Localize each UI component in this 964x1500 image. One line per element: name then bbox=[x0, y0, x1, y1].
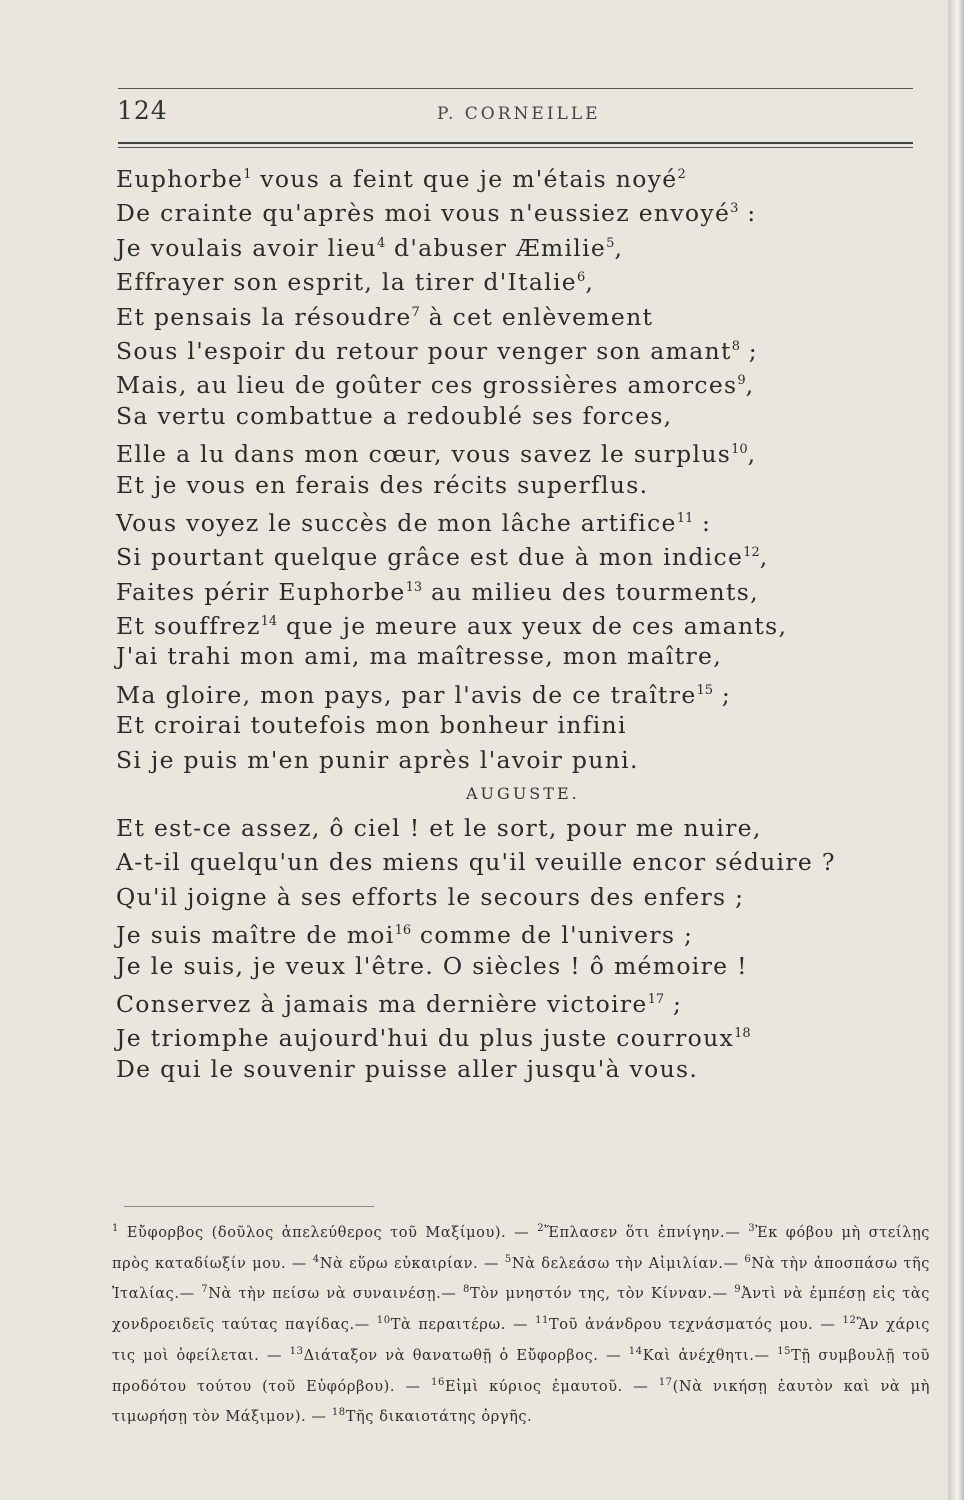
verse-text: ; bbox=[664, 989, 683, 1018]
verse-line bbox=[116, 158, 916, 192]
verse-text: Effrayer son esprit, la tirer d'Italie bbox=[116, 268, 578, 297]
footnote-number: 14 bbox=[628, 1345, 643, 1357]
verse-line bbox=[116, 880, 916, 914]
footnote-text: Εἰμὶ κύριος ἐμαυτοῦ. — bbox=[444, 1378, 659, 1395]
verse-line bbox=[116, 296, 916, 330]
verse-text: Et est-ce assez, ô ciel ! et le sort, pour me nuire, bbox=[116, 814, 762, 843]
footnote-text: Νὰ τὴν ἀποσπάσω τῆς Ἰταλίας.— bbox=[112, 1255, 930, 1303]
running-title: P. CORNEILLE bbox=[437, 104, 601, 124]
verse-text: Vous voyez le succès de mon lâche artifice bbox=[116, 508, 677, 537]
footnote-marker: 2 bbox=[677, 167, 686, 182]
verse-text: Je le suis, je veux l'être. O siècles ! ô mémoire ! bbox=[116, 951, 748, 980]
footnote-marker: 17 bbox=[647, 991, 665, 1007]
footnote-number: 9 bbox=[734, 1284, 742, 1296]
page-number: 124 bbox=[117, 96, 168, 125]
verse-text: Faites périr Euphorbe bbox=[116, 577, 406, 606]
footnote-text: Νὰ τὴν πείσω νὰ συναινέσῃ.— bbox=[208, 1286, 463, 1303]
footnote-number: 13 bbox=[289, 1345, 304, 1357]
verse-line bbox=[116, 571, 916, 605]
verse-text: Je suis maître de moi bbox=[116, 921, 395, 950]
speaker-name: AUGUSTE. bbox=[466, 784, 580, 804]
verse-text: Si je puis m'en punir après l'avoir puni. bbox=[116, 745, 639, 774]
footnote-marker: 8 bbox=[731, 338, 740, 354]
footnote-text: Εὔφορβος (δοῦλος ἀπελεύθερος τοῦ Μαξίμου). — bbox=[118, 1225, 538, 1241]
footnote-number: 2 bbox=[537, 1223, 545, 1234]
verse-text: J'ai trahi mon ami, ma maîtresse, mon maître, bbox=[116, 642, 722, 671]
verse-text: , bbox=[745, 371, 755, 400]
verse-text: , bbox=[585, 268, 595, 297]
verse-line bbox=[116, 1052, 916, 1086]
verse-line bbox=[116, 468, 916, 502]
footnote-text: Νὰ δελεάσω τὴν Αἰμιλίαν.— bbox=[511, 1255, 745, 1272]
verse-line bbox=[116, 502, 916, 536]
footnote-text: Διάταξον νὰ θανατωθῇ ὁ Εὔφορβος. — bbox=[303, 1347, 629, 1364]
verse-text: vous a feint que je m'étais noyé bbox=[251, 165, 678, 193]
verse-text: au milieu des tourments, bbox=[422, 577, 759, 606]
verse-line bbox=[116, 330, 916, 364]
verse-line bbox=[116, 1017, 916, 1051]
verse-text: Ma gloire, mon pays, par l'avis de ce traître bbox=[116, 680, 697, 709]
verse-text: Qu'il joigne à ses efforts le secours des enfers ; bbox=[116, 882, 745, 911]
footnote-text: Καὶ ἀνέχθητι.— bbox=[642, 1347, 778, 1364]
verse-line bbox=[116, 364, 916, 398]
verse-text: Je voulais avoir lieu bbox=[116, 233, 377, 262]
footnote-marker: 3 bbox=[730, 201, 739, 217]
verse-text: comme de l'univers ; bbox=[411, 921, 694, 950]
verse-text: De qui le souvenir puisse aller jusqu'à vous. bbox=[116, 1054, 699, 1083]
footnote-text: Ἐκ φόβου μὴ στείλῃς πρὸς καταδίωξίν μου. — bbox=[112, 1225, 930, 1272]
verse-text: Sa vertu combattue a redoublé ses forces, bbox=[116, 401, 673, 430]
footnote-text: (Νὰ νικήσῃ ἑαυτὸν καὶ νὰ μὴ τιμωρήσῃ τὸν Μάξιμον). — bbox=[112, 1378, 930, 1426]
verse-text: Et pensais la résoudre bbox=[116, 302, 412, 331]
verse-text: Si pourtant quelque grâce est due à mon indice bbox=[116, 543, 744, 572]
footnote-number: 8 bbox=[462, 1284, 470, 1296]
footnote-marker: 4 bbox=[376, 235, 386, 251]
footnote-text: Τῇ συμβουλῇ τοῦ προδότου τούτου (τοῦ Εὐφόρβου). — bbox=[112, 1347, 930, 1395]
footnote-marker: 18 bbox=[734, 1026, 751, 1042]
footnote-text: Τοῦ ἀνάνδρου τεχνάσματός μου. — bbox=[549, 1317, 843, 1334]
verse-line bbox=[116, 639, 916, 673]
footnote-marker: 5 bbox=[606, 235, 615, 251]
verse-block bbox=[116, 158, 916, 1086]
verse-text: à cet enlèvement bbox=[419, 302, 654, 331]
verse-text: De crainte qu'après moi vous n'eussiez envoyé bbox=[116, 199, 731, 228]
footnote-marker: 1 bbox=[243, 167, 252, 182]
footnote-number: 12 bbox=[842, 1315, 857, 1327]
verse-line bbox=[116, 708, 916, 742]
verse-line bbox=[116, 605, 916, 639]
speech-auguste bbox=[116, 811, 916, 1086]
verse-text: Et souffrez bbox=[116, 612, 261, 641]
verse-line bbox=[116, 949, 916, 983]
verse-text: Elle a lu dans mon cœur, vous savez le surplus bbox=[116, 440, 732, 469]
header-rule-top bbox=[118, 88, 913, 89]
footnote-number: 16 bbox=[431, 1376, 445, 1388]
verse-line bbox=[116, 914, 916, 948]
footnote-number: 11 bbox=[535, 1315, 550, 1327]
footnote-number: 10 bbox=[376, 1315, 391, 1327]
verse-text: ; bbox=[713, 680, 732, 709]
footnote-number: 5 bbox=[504, 1253, 512, 1265]
verse-text: Mais, au lieu de goûter ces grossières amorces bbox=[116, 371, 738, 400]
footnote-marker: 11 bbox=[676, 510, 694, 526]
verse-line bbox=[116, 399, 916, 433]
verse-text: : bbox=[693, 508, 712, 537]
verse-text: : bbox=[738, 199, 757, 228]
verse-line bbox=[116, 811, 916, 845]
footnote-marker: 14 bbox=[260, 614, 278, 630]
footnotes bbox=[112, 1216, 930, 1431]
verse-text: Euphorbe bbox=[116, 165, 244, 193]
verse-text: Et je vous en ferais des récits superflus. bbox=[116, 470, 649, 499]
verse-text: , bbox=[747, 440, 757, 469]
verse-text: Conservez à jamais ma dernière victoire bbox=[116, 989, 648, 1018]
header-rule-bottom-thin bbox=[118, 147, 913, 148]
footnote-number: 15 bbox=[777, 1345, 792, 1357]
footnote-marker: 16 bbox=[394, 923, 412, 939]
footnote-text: Ἂν χάρις τις μοὶ ὀφείλεται. — bbox=[112, 1317, 930, 1364]
footnote-marker: 6 bbox=[577, 270, 586, 286]
verse-line bbox=[116, 845, 916, 879]
verse-text: que je meure aux yeux de ces amants, bbox=[277, 612, 788, 641]
verse-text: , bbox=[614, 233, 624, 262]
footnote-marker: 12 bbox=[743, 545, 760, 561]
footnote-marker: 9 bbox=[737, 373, 746, 389]
footnote-number: 3 bbox=[748, 1223, 756, 1234]
verse-line bbox=[116, 674, 916, 708]
footnote-text: Τὰ περαιτέρω. — bbox=[390, 1317, 536, 1334]
verse-line bbox=[116, 261, 916, 295]
footnote-number: 7 bbox=[201, 1284, 209, 1296]
footnote-number: 18 bbox=[331, 1407, 346, 1419]
footnote-text: Τὸν μνηστόν της, τὸν Κίνναν.— bbox=[469, 1286, 735, 1303]
verse-text: Sous l'espoir du retour pour venger son amant bbox=[116, 336, 732, 365]
footnote-text: Ἔπλασεν ὅτι ἐπνίγην.— bbox=[544, 1225, 749, 1241]
verse-text: Et croirai toutefois mon bonheur infini bbox=[116, 711, 627, 740]
verse-line bbox=[116, 536, 916, 570]
page-edge bbox=[948, 0, 964, 1500]
footnote-marker: 15 bbox=[696, 682, 714, 698]
verse-text: ; bbox=[739, 336, 758, 365]
footnote-text: Τῆς δικαιοτάτης ὀργῆς. bbox=[345, 1409, 533, 1426]
footnote-number: 6 bbox=[744, 1253, 752, 1265]
footnote-text: Νὰ εὕρω εὐκαιρίαν. — bbox=[319, 1255, 505, 1272]
footnote-marker: 10 bbox=[731, 442, 748, 458]
footnote-number: 1 bbox=[112, 1223, 119, 1234]
speech-cinna-maxime bbox=[116, 158, 916, 777]
verse-text: A-t-il quelqu'un des miens qu'il veuille encor séduire ? bbox=[116, 848, 836, 877]
verse-line bbox=[116, 743, 916, 777]
verse-text: Je triomphe aujourd'hui du plus juste courroux bbox=[116, 1024, 735, 1053]
header-rule-bottom bbox=[118, 142, 913, 144]
footnote-number: 17 bbox=[658, 1376, 673, 1388]
verse-line bbox=[116, 433, 916, 467]
verse-line bbox=[116, 192, 916, 226]
verse-text: d'abuser Æmilie bbox=[385, 233, 607, 262]
footnote-rule bbox=[124, 1206, 374, 1207]
verse-text: , bbox=[759, 543, 769, 572]
footnote-text: Ἀντὶ νὰ ἐμπέσῃ εἰς τὰς χονδροειδεῖς ταύτας παγίδας.— bbox=[112, 1286, 931, 1334]
verse-line bbox=[116, 983, 916, 1017]
footnote-marker: 13 bbox=[405, 579, 423, 595]
footnote-number: 4 bbox=[312, 1253, 320, 1265]
verse-line bbox=[116, 227, 916, 261]
footnote-marker: 7 bbox=[411, 304, 420, 320]
